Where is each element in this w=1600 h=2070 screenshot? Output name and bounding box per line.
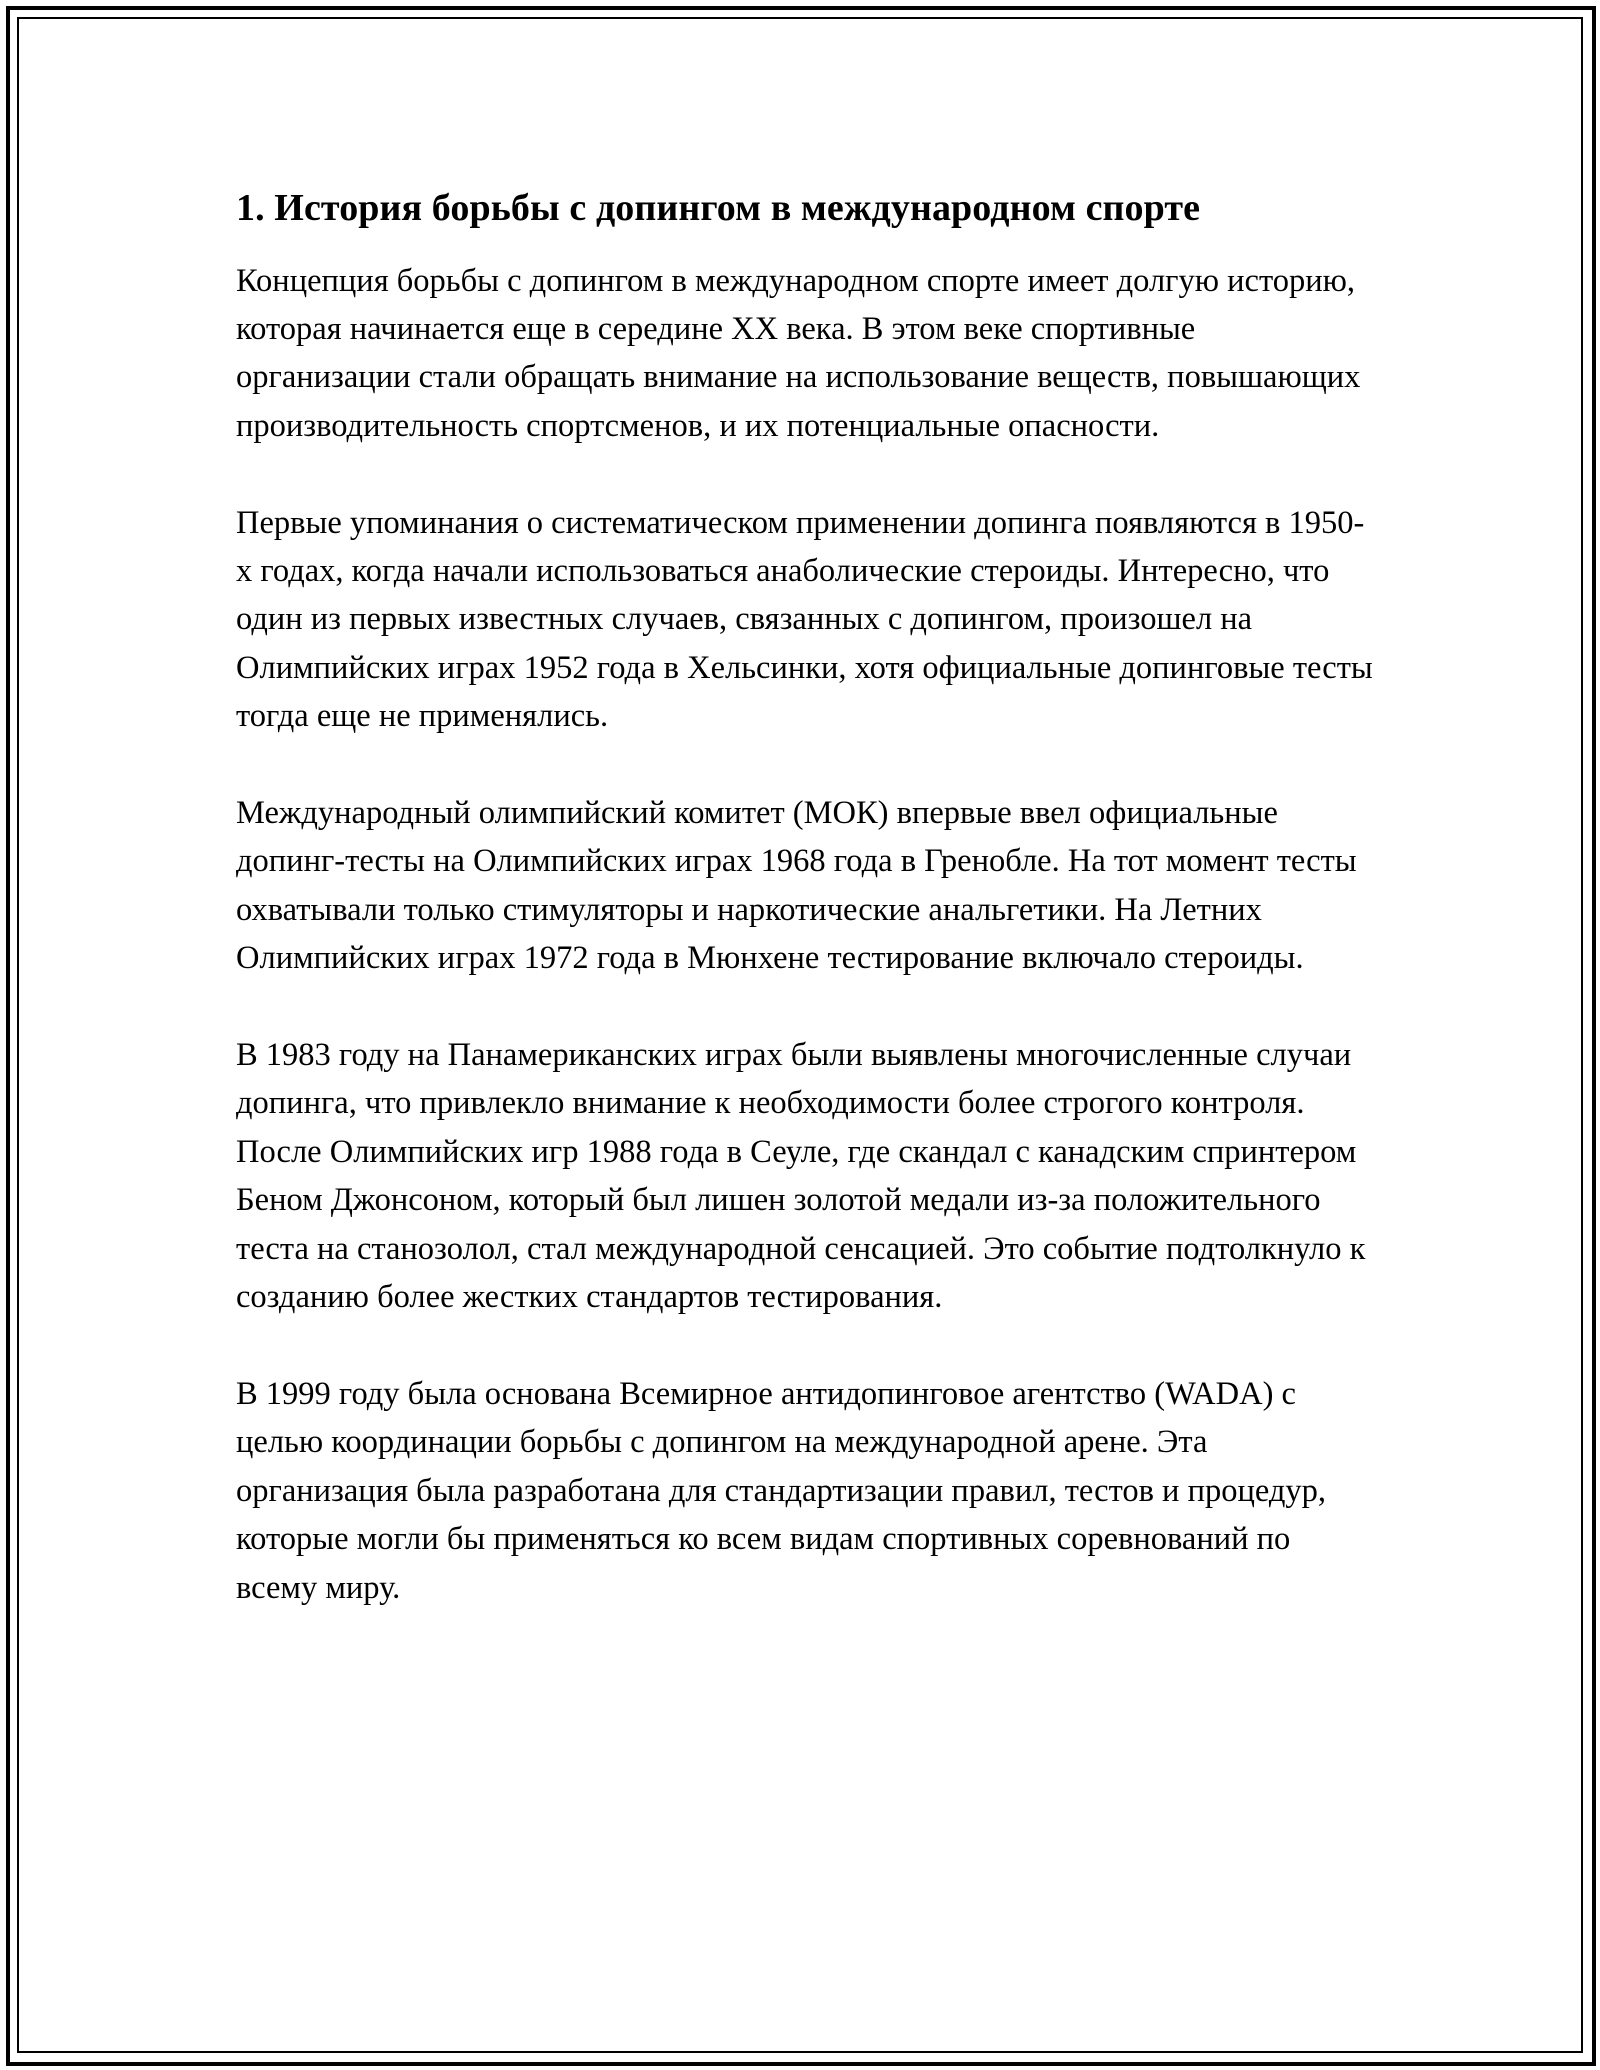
paragraph-wada: В 1999 году была основана Всемирное антидопинговое агентство (WADA) с целью координации борьбы с допингом на международной арене. Эта организация была разработана для стандартизации правил, тестов и процедур, которые могли бы применяться ко всем видам спортивных соревнований по всему миру. bbox=[236, 1375, 1327, 1606]
paragraph-concept: Концепция борьбы с допингом в международном спорте имеет долгую историю, которая начинается еще в середине XX века. В этом веке спортивные организации стали обращать внимание на использование веществ, повышающих производительность спортсменов, и их потенциальные опасности. bbox=[236, 262, 1361, 444]
paragraph-1983-1988: В 1983 году на Панамериканских играх были выявлены многочисленные случаи допинга, что привлекло внимание к необходимости более строгого контроля. После Олимпийских игр 1988 года в Сеуле, где скандал с канадским спринтером Беном Джонсоном, который был лишен золотой медали из-за положительного теста на станозолол, стал международной сенсацией. Это событие подтолкнуло к созданию более жестких стандартов тестирования. bbox=[236, 1037, 1366, 1316]
document-body bbox=[236, 186, 1376, 1612]
section-heading: 1. История борьбы с допингом в международном спорте bbox=[236, 187, 1201, 229]
paragraph-1950s: Первые упоминания о систематическом применении допинга появляются в 1950-х годах, когда начали использоваться анаболические стероиды. Интересно, что один из первых известных случаев, связанных с допингом, произошел на Олимпийских играх 1952 года в Хельсинки, хотя официальные допинговые тесты тогда еще не применялись. bbox=[236, 504, 1373, 735]
paragraph-ioc-tests: Международный олимпийский комитет (МОК) впервые ввел официальные допинг-тесты на Олимпийских играх 1968 года в Гренобле. На тот момент тесты охватывали только стимуляторы и наркотические анальгетики. На Летних Олимпийских играх 1972 года в Мюнхене тестирование включало стероиды. bbox=[236, 795, 1357, 977]
